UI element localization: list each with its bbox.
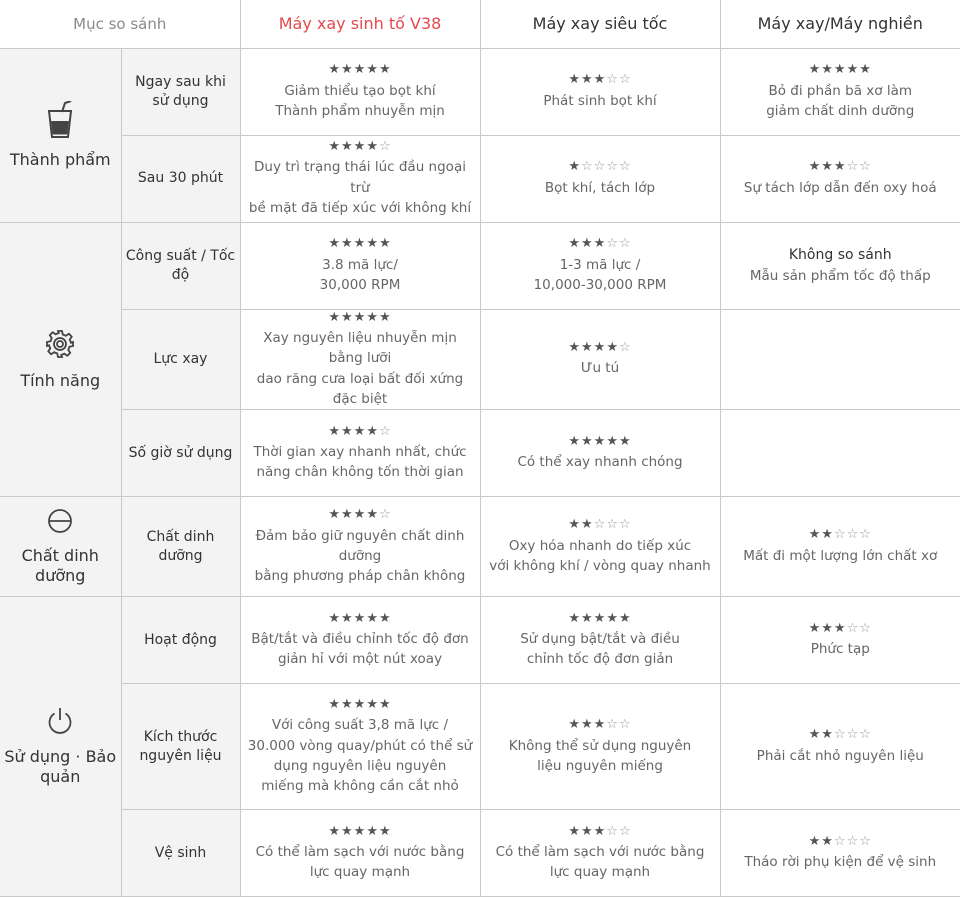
row-label: Chất dinh dưỡng — [121, 497, 240, 597]
star-filled-icon: ★ — [378, 696, 392, 712]
cell-text-line: Sự tách lớp dẫn đến oxy hoá — [743, 179, 937, 196]
star-empty-icon: ☆ — [859, 833, 872, 849]
star-empty-icon: ☆ — [846, 527, 860, 543]
star-rating — [725, 621, 957, 637]
cell-text-line: với không khí / vòng quay nhanh — [489, 557, 711, 574]
star-filled-icon: ★ — [341, 235, 354, 251]
star-empty-icon: ☆ — [833, 527, 847, 543]
row-label: Kích thước nguyên liệu — [121, 684, 240, 810]
cell-text-line: 10,000-30,000 RPM — [533, 276, 667, 293]
cell-text-line: liệu nguyên miếng — [537, 757, 663, 774]
star-rating — [485, 340, 716, 356]
star-filled-icon: ★ — [593, 610, 607, 626]
star-empty-icon: ☆ — [846, 727, 860, 743]
star-filled-icon: ★ — [353, 610, 367, 626]
star-filled-icon: ★ — [353, 696, 367, 712]
star-filled-icon: ★ — [618, 610, 632, 626]
rating-cell — [480, 309, 720, 410]
rating-cell — [240, 684, 480, 810]
star-filled-icon: ★ — [593, 823, 607, 839]
star-filled-icon: ★ — [808, 61, 822, 77]
star-filled-icon: ★ — [366, 61, 379, 77]
star-filled-icon: ★ — [581, 610, 594, 626]
star-filled-icon: ★ — [821, 527, 834, 543]
star-filled-icon: ★ — [821, 620, 834, 636]
star-filled-icon: ★ — [833, 620, 847, 636]
star-filled-icon: ★ — [808, 620, 822, 636]
cell-text-line: miếng mà không cần cắt nhỏ — [261, 778, 459, 795]
star-empty-icon: ☆ — [846, 159, 860, 175]
star-rating — [725, 727, 957, 743]
star-empty-icon: ☆ — [378, 138, 392, 154]
star-filled-icon: ★ — [593, 717, 607, 733]
star-filled-icon: ★ — [593, 433, 607, 449]
cell-text-line: 3.8 mã lực/ — [322, 256, 398, 273]
row-label: Lực xay — [121, 309, 240, 410]
juice-glass-icon — [4, 101, 117, 144]
cell-text-line: Sử dụng bật/tắt và điều — [520, 631, 680, 648]
star-filled-icon: ★ — [808, 833, 822, 849]
cell-text-line: lực quay mạnh — [309, 864, 411, 881]
cell-text-line: Phát sinh bọt khí — [543, 92, 657, 109]
star-rating — [245, 139, 476, 155]
star-empty-icon: ☆ — [606, 159, 619, 175]
cell-text-line: Mẫu sản phẩm tốc độ thấp — [749, 267, 931, 284]
star-filled-icon: ★ — [568, 717, 582, 733]
star-rating — [485, 236, 716, 252]
star-filled-icon: ★ — [366, 309, 379, 325]
cell-text-line: bề mặt đã tiếp xúc với không khí — [248, 199, 472, 216]
rating-cell — [480, 48, 720, 135]
star-filled-icon: ★ — [568, 517, 582, 533]
star-filled-icon: ★ — [366, 138, 379, 154]
star-rating — [485, 517, 716, 533]
rating-cell — [480, 135, 720, 222]
group-label-text: Thành phẩm — [9, 149, 111, 169]
criteria-header: Mục so sánh — [0, 0, 240, 48]
group-label-text: Chất dinh dưỡng — [21, 546, 99, 586]
star-filled-icon: ★ — [328, 61, 342, 77]
rating-cell — [240, 597, 480, 684]
rating-cell — [480, 497, 720, 597]
cell-text-line: Phải cắt nhỏ nguyên liệu — [756, 747, 924, 764]
cell-text-line: Có thể xay nhanh chóng — [517, 454, 683, 471]
star-empty-icon: ☆ — [606, 823, 619, 839]
rating-cell — [240, 48, 480, 135]
rating-cell — [240, 222, 480, 309]
star-rating — [245, 507, 476, 523]
star-filled-icon: ★ — [606, 610, 619, 626]
star-filled-icon: ★ — [353, 138, 367, 154]
rating-cell — [720, 597, 960, 684]
star-empty-icon: ☆ — [833, 727, 847, 743]
star-filled-icon: ★ — [821, 61, 834, 77]
star-filled-icon: ★ — [618, 433, 632, 449]
star-empty-icon: ☆ — [846, 620, 860, 636]
cell-text-line: năng chân không tốn thời gian — [256, 464, 464, 481]
star-empty-icon: ☆ — [378, 423, 392, 439]
star-filled-icon: ★ — [846, 61, 860, 77]
star-filled-icon: ★ — [378, 309, 392, 325]
star-filled-icon: ★ — [341, 309, 354, 325]
row-label: Số giờ sử dụng — [121, 410, 240, 497]
rating-cell — [720, 684, 960, 810]
table-row — [0, 597, 960, 684]
star-filled-icon: ★ — [328, 823, 342, 839]
star-filled-icon: ★ — [353, 235, 367, 251]
row-label: Ngay sau khi sử dụng — [121, 48, 240, 135]
star-rating — [245, 424, 476, 440]
product-header-grinder: Máy xay/Máy nghiền — [720, 0, 960, 48]
star-filled-icon: ★ — [366, 696, 379, 712]
star-rating — [485, 611, 716, 627]
star-filled-icon: ★ — [859, 61, 872, 77]
table-row — [0, 48, 960, 135]
star-empty-icon: ☆ — [593, 159, 607, 175]
star-filled-icon: ★ — [328, 610, 342, 626]
star-filled-icon: ★ — [366, 823, 379, 839]
cell-text-line: Bật/tắt và điều chỉnh tốc độ đơn — [251, 631, 469, 648]
rating-cell — [480, 410, 720, 497]
cell-text-line: giảm chất dinh dưỡng — [766, 102, 915, 119]
star-filled-icon: ★ — [833, 159, 847, 175]
star-empty-icon: ☆ — [618, 517, 632, 533]
star-filled-icon: ★ — [328, 506, 342, 522]
star-rating — [725, 834, 957, 850]
star-filled-icon: ★ — [341, 610, 354, 626]
header-row — [0, 0, 960, 48]
star-filled-icon: ★ — [808, 159, 822, 175]
star-filled-icon: ★ — [568, 433, 582, 449]
star-filled-icon: ★ — [568, 72, 582, 88]
cell-text-line: Thành phẩm nhuyễn mịn — [275, 102, 445, 119]
star-empty-icon: ☆ — [859, 727, 872, 743]
cell-text-line: giản hỉ với một nút xoay — [277, 651, 443, 668]
product-header-high-speed: Máy xay siêu tốc — [480, 0, 720, 48]
star-filled-icon: ★ — [568, 159, 582, 175]
cell-text-line: lực quay mạnh — [549, 864, 651, 881]
rating-cell — [240, 497, 480, 597]
table-row — [0, 135, 960, 222]
cell-text-line: 30,000 RPM — [319, 276, 401, 293]
star-filled-icon: ★ — [341, 506, 354, 522]
star-filled-icon: ★ — [581, 717, 594, 733]
group-label — [0, 497, 121, 597]
star-filled-icon: ★ — [328, 138, 342, 154]
star-filled-icon: ★ — [328, 309, 342, 325]
star-empty-icon: ☆ — [846, 833, 860, 849]
rating-cell — [720, 135, 960, 222]
rating-cell — [720, 222, 960, 309]
cell-text-line: Thời gian xay nhanh nhất, chức — [253, 444, 467, 461]
star-filled-icon: ★ — [821, 833, 834, 849]
group-label-text: Tính năng — [20, 370, 101, 390]
star-empty-icon: ☆ — [618, 235, 632, 251]
star-empty-icon: ☆ — [859, 527, 872, 543]
cell-text-line: chỉnh tốc độ đơn giản — [526, 651, 674, 668]
star-filled-icon: ★ — [593, 235, 607, 251]
group-label — [0, 222, 121, 497]
cell-text-line: Bỏ đi phần bã xơ làm — [768, 82, 913, 99]
star-filled-icon: ★ — [568, 610, 582, 626]
star-filled-icon: ★ — [568, 235, 582, 251]
rating-cell — [480, 597, 720, 684]
rating-cell — [480, 222, 720, 309]
star-empty-icon: ☆ — [378, 506, 392, 522]
cell-text-line: Tháo rời phụ kiện để vệ sinh — [744, 854, 937, 871]
star-filled-icon: ★ — [378, 823, 392, 839]
cell-text-line: Với công suất 3,8 mã lực / — [271, 717, 449, 734]
star-filled-icon: ★ — [581, 433, 594, 449]
table-row — [0, 684, 960, 810]
star-filled-icon: ★ — [353, 506, 367, 522]
rating-cell — [240, 410, 480, 497]
cell-text-line: Duy trì trạng thái lúc đầu ngoại trừ — [254, 159, 466, 196]
star-filled-icon: ★ — [366, 610, 379, 626]
cell-title: Không so sánh — [788, 246, 892, 263]
star-rating — [485, 434, 716, 450]
star-filled-icon: ★ — [328, 235, 342, 251]
star-filled-icon: ★ — [581, 72, 594, 88]
star-filled-icon: ★ — [378, 61, 392, 77]
star-empty-icon: ☆ — [618, 72, 632, 88]
star-rating — [485, 717, 716, 733]
star-filled-icon: ★ — [581, 235, 594, 251]
star-rating — [245, 611, 476, 627]
group-label-text: Sử dụng · Bảo quản — [4, 747, 117, 787]
star-filled-icon: ★ — [341, 823, 354, 839]
star-filled-icon: ★ — [341, 423, 354, 439]
table-row — [0, 309, 960, 410]
cell-text-line: 30.000 vòng quay/phút có thể sử — [247, 737, 473, 754]
star-filled-icon: ★ — [366, 423, 379, 439]
cell-text-line: Có thể làm sạch với nước bằng — [255, 844, 465, 861]
star-filled-icon: ★ — [821, 727, 834, 743]
cell-text-line: Phức tạp — [810, 641, 870, 658]
star-filled-icon: ★ — [593, 72, 607, 88]
star-rating — [245, 62, 476, 78]
star-rating — [485, 72, 716, 88]
star-filled-icon: ★ — [341, 696, 354, 712]
cell-text-line: Đảm bảo giữ nguyên chất dinh dưỡng — [255, 527, 465, 564]
star-filled-icon: ★ — [366, 506, 379, 522]
star-filled-icon: ★ — [353, 823, 367, 839]
star-filled-icon: ★ — [568, 339, 582, 355]
star-empty-icon: ☆ — [606, 235, 619, 251]
rating-cell — [720, 410, 960, 497]
star-filled-icon: ★ — [833, 61, 847, 77]
star-filled-icon: ★ — [366, 235, 379, 251]
rating-cell — [720, 48, 960, 135]
star-empty-icon: ☆ — [606, 72, 619, 88]
rating-cell — [240, 309, 480, 410]
table-row — [0, 410, 960, 497]
star-filled-icon: ★ — [606, 339, 619, 355]
star-filled-icon: ★ — [606, 433, 619, 449]
group-label — [0, 48, 121, 222]
star-filled-icon: ★ — [378, 235, 392, 251]
star-empty-icon: ☆ — [581, 159, 594, 175]
row-label: Sau 30 phút — [121, 135, 240, 222]
table-row — [0, 222, 960, 309]
cell-text-line: Bọt khí, tách lớp — [544, 179, 656, 196]
star-empty-icon: ☆ — [833, 833, 847, 849]
star-filled-icon: ★ — [353, 309, 367, 325]
power-icon — [4, 706, 117, 741]
star-rating — [485, 159, 716, 175]
star-filled-icon: ★ — [353, 423, 367, 439]
star-filled-icon: ★ — [353, 61, 367, 77]
star-filled-icon: ★ — [341, 61, 354, 77]
star-filled-icon: ★ — [593, 339, 607, 355]
star-empty-icon: ☆ — [618, 823, 632, 839]
star-rating — [725, 159, 957, 175]
table-row — [0, 497, 960, 597]
group-label — [0, 597, 121, 897]
star-rating — [245, 310, 476, 326]
rating-cell — [720, 497, 960, 597]
gear-icon — [4, 328, 117, 365]
star-filled-icon: ★ — [328, 696, 342, 712]
cell-text-line: dụng nguyên liệu nguyên — [273, 757, 447, 774]
star-empty-icon: ☆ — [859, 159, 872, 175]
product-header-v38: Máy xay sinh tố V38 — [240, 0, 480, 48]
cell-text-line: Mất đi một lượng lớn chất xơ — [743, 547, 938, 564]
rating-cell — [720, 309, 960, 410]
star-rating — [725, 527, 957, 543]
cell-text-line: dao răng cưa loại bất đối xứng đặc biệt — [256, 370, 464, 407]
cell-text-line: Ưu tú — [580, 360, 620, 377]
star-filled-icon: ★ — [581, 517, 594, 533]
cell-text-line: Oxy hóa nhanh do tiếp xúc — [508, 537, 692, 554]
star-rating — [725, 62, 957, 78]
star-filled-icon: ★ — [328, 423, 342, 439]
cell-text-line: Giảm thiểu tạo bọt khí — [284, 82, 436, 99]
star-filled-icon: ★ — [581, 823, 594, 839]
cell-text-line: bằng phương pháp chân không — [254, 568, 466, 585]
cell-text-line: Xay nguyên liệu nhuyễn mịn bằng lưỡi — [263, 330, 457, 367]
star-filled-icon: ★ — [341, 138, 354, 154]
row-label: Công suất / Tốc độ — [121, 222, 240, 309]
star-rating — [245, 697, 476, 713]
cell-text-line: Không thể sử dụng nguyên — [508, 737, 692, 754]
star-empty-icon: ☆ — [593, 517, 607, 533]
row-label: Hoạt động — [121, 597, 240, 684]
rating-cell — [480, 684, 720, 810]
star-empty-icon: ☆ — [606, 517, 619, 533]
star-filled-icon: ★ — [808, 527, 822, 543]
star-filled-icon: ★ — [821, 159, 834, 175]
star-filled-icon: ★ — [568, 823, 582, 839]
star-rating — [485, 824, 716, 840]
star-empty-icon: ☆ — [618, 717, 632, 733]
star-empty-icon: ☆ — [618, 159, 632, 175]
cell-text-line: Có thể làm sạch với nước bằng — [495, 844, 705, 861]
star-empty-icon: ☆ — [618, 339, 632, 355]
star-empty-icon: ☆ — [859, 620, 872, 636]
star-filled-icon: ★ — [581, 339, 594, 355]
star-filled-icon: ★ — [808, 727, 822, 743]
star-filled-icon: ★ — [378, 610, 392, 626]
circle-minus-icon — [4, 507, 117, 540]
cell-text-line: 1-3 mã lực / — [559, 256, 641, 273]
row-label: Vệ sinh — [121, 810, 240, 897]
rating-cell — [240, 135, 480, 222]
star-rating — [245, 236, 476, 252]
star-empty-icon: ☆ — [606, 717, 619, 733]
star-rating — [245, 824, 476, 840]
